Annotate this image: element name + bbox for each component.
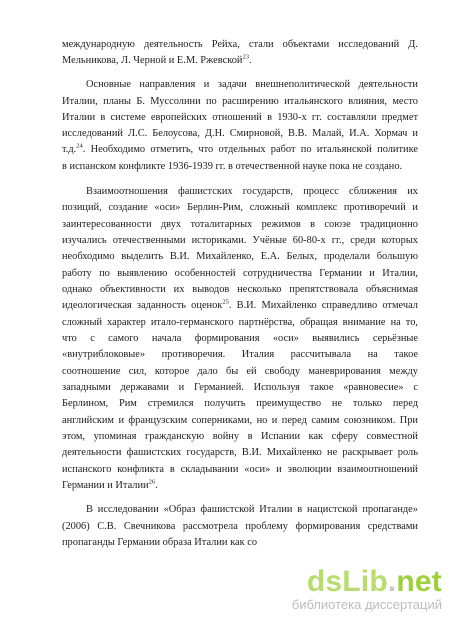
text-line: идеологическая заданность оценок$^{25}$. В.И. Михайленко справедливо отмечал	[62, 298, 418, 311]
text-line: исследований Л.С. Белоусова, Д.Н. Смирновой, В.В. Малай, И.А. Хормач и	[62, 128, 418, 139]
text-line: Мельникова, Л. Черной и Е.М. Ржевской$^{23}$.	[62, 53, 252, 66]
text-line: Италии в системе европейских отношений в 1930-х гг. составляли предмет	[62, 112, 418, 123]
text-line: что с самого начала формирования «оси» выявились серьёзные	[62, 333, 418, 344]
text-line: испанского конфликта в складывании «оси» и эволюции взаимоотношений	[62, 464, 418, 475]
dslib-subtitle: библиотека диссертаций	[291, 597, 442, 612]
text-line: западными державами и Германией. Используя такое «равновесие» с	[62, 382, 418, 393]
text-line: Берлином, Рим стремился получить преимущество не только перед	[62, 398, 418, 409]
text-line: работу по выявлению особенностей сотрудничества Германии и Италии,	[62, 268, 418, 279]
text-line: в испанском конфликте 1936-1939 гг. в отечественной науке пока не создано.	[62, 161, 403, 172]
text-line: соотношение сил, которое дало бы ей свободу маневрирования между	[62, 366, 418, 377]
text-line: позиций, создание «оси» Берлин-Рим, сложный комплекс противоречий и	[62, 202, 418, 213]
text-line: (2006) С.В. Свечникова рассмотрела проблему формирования средствами	[62, 521, 418, 532]
text-line: необходимо выделить В.И. Михайленко, Е.А. Белых, проделали большую	[62, 251, 418, 262]
text-line: этом, упоминая гражданскую войну в Испании как сферу совместной	[62, 431, 418, 442]
footnote-ref[interactable]: 24	[76, 142, 83, 150]
footnote-ref[interactable]: 23	[242, 53, 249, 61]
text-line: т.д.$^{24}$. Необходимо отметить, что отдельных работ по итальянской политике	[62, 142, 418, 155]
footnote-ref[interactable]: 26	[148, 478, 156, 486]
text-line: Основные направления и задачи внешнеполитической деятельности	[86, 79, 418, 90]
text-line: деятельности фашистских государств, В.И. Михайленко не раскрывает роль	[62, 447, 418, 458]
text-line: Италии, планы Б. Муссолини по расширению итальянского влияния, место	[62, 96, 418, 107]
text-line: сложный характер итало-германского партнёрства, обращая внимание на то,	[62, 317, 418, 328]
text-line: «внутриблоковые» противоречия. Италия рассчитывала на такое	[62, 349, 418, 360]
text-line: В исследовании «Образ фашистской Италии в нацистской пропаганде»	[86, 504, 418, 515]
text-line: Взаимоотношения фашистских государств, процесс сближения их	[86, 186, 418, 197]
text-line: английским и французским соперниками, но и перед самим союзником. При	[62, 415, 418, 426]
footnote-ref[interactable]: 25	[222, 298, 229, 306]
dslib-watermark[interactable]	[292, 567, 442, 612]
text-line: международную деятельность Рейха, стали объектами исследований Д.	[62, 39, 418, 50]
text-line: однако объективности их выводов несколько препятствовала объяснимая	[62, 284, 418, 295]
dslib-logo: dsLib.net	[306, 565, 442, 598]
text-line: изучались отечественными историками. Учёные 60-80-х гг., среди которых	[62, 235, 418, 246]
text-line: заинтересованности двух тоталитарных режимов в союзе традиционно	[62, 219, 418, 230]
text-line: Германии и Италии$^{26}$.	[62, 478, 158, 491]
text-line: пропаганды Германии образа Италии как со	[62, 537, 258, 548]
